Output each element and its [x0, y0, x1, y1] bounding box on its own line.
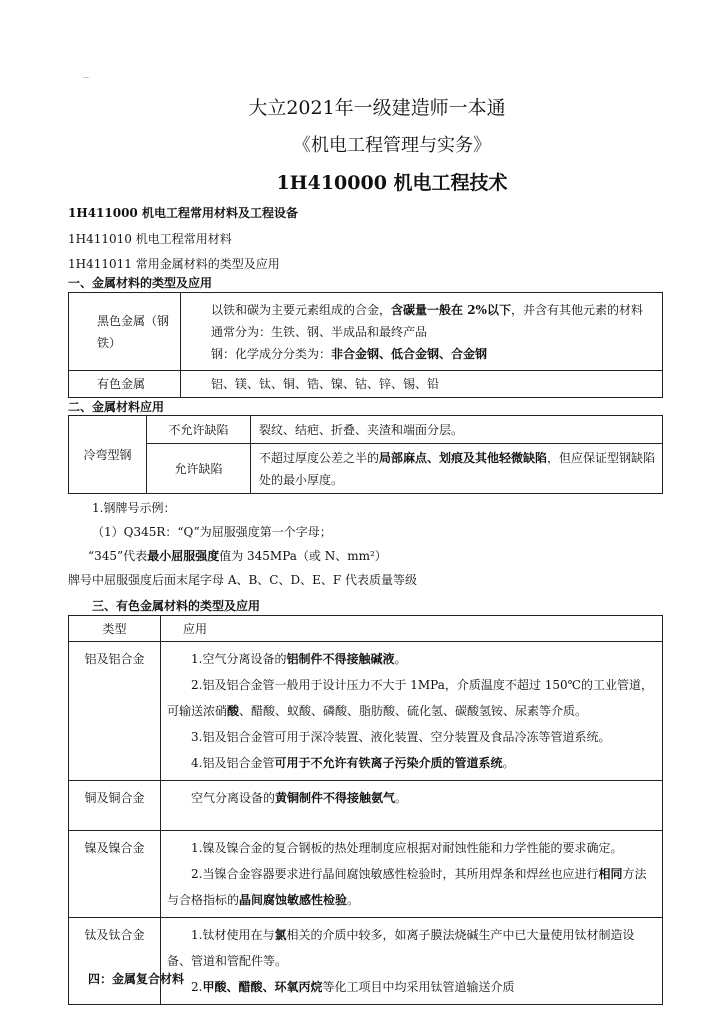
chapter-title: 1H410000 机电工程技术: [276, 172, 508, 194]
disallowed-defects-value: 裂纹、结疤、折叠、夹渣和端面分层。: [251, 416, 663, 444]
nickel-type: 镍及镍合金: [69, 831, 161, 918]
ferrous-description: 以铁和碳为主要元素组成的合金，含碳量一般在 2%以下，并含有其他元素的材料 通常分为：生铁、钢、半成品和最终产品 钢：化学成分分类为：非合金钢、低合金钢、合金钢: [181, 293, 663, 371]
copper-type: 铜及铜合金: [69, 781, 161, 831]
allowed-defects-label: 允许缺陷: [147, 444, 251, 494]
allowed-defects-value: 不超过厚度公差之半的局部麻点、划痕及其他轻微缺陷，但应保证型钢缺陷处的最小厚度。: [251, 444, 663, 494]
cold-formed-steel-table: [68, 415, 663, 494]
nickel-applications: 1.镍及镍合金的复合钢板的热处理制度应根据对耐蚀性能和力学性能的要求确定。 2.当镍合金容器要求进行晶间腐蚀敏感性检验时，其所用焊条和焊丝也应进行相同方法与合格指标的晶间腐蚀敏感性检验。: [161, 831, 663, 918]
section-heading-1h411011: 1H411011 常用金属材料的类型及应用: [68, 257, 280, 271]
disallowed-defects-label: 不允许缺陷: [147, 416, 251, 444]
subsection-heading-3: 三、有色金属材料的类型及应用: [92, 599, 261, 613]
subsection-heading-4: 四：金属复合材料: [88, 972, 185, 986]
quality-grade-note: 牌号中屈服强度后面末尾字母 A、B、C、D、E、F 代表质量等级: [68, 573, 418, 587]
section-heading-1h411000: 1H411000 机电工程常用材料及工程设备: [68, 206, 298, 220]
yield-strength-note: “345”代表最小屈服强度值为 345MPa（或 N、mm²）: [88, 549, 387, 563]
application-column-header: 应用: [161, 616, 663, 642]
titanium-applications: 1.钛材使用在与氯相关的介质中较多，如离子膜法烧碱生产中已大量使用钛材制造设备、管道和管配件等。 2.甲酸、醋酸、环氧丙烷等化工项目中均采用钛管道输送介质: [161, 918, 663, 1005]
ferrous-label: 黑色金属（钢铁）: [69, 293, 181, 371]
cold-formed-steel-label: 冷弯型钢: [69, 416, 147, 494]
subsection-heading-1: 一、金属材料的类型及应用: [68, 276, 213, 290]
metal-types-table: [68, 292, 663, 398]
subsection-heading-2: 二、金属材料应用: [68, 400, 165, 414]
q345r-note: （1）Q345R：“Q”为屈服强度第一个字母；: [92, 525, 332, 539]
nonferrous-applications-table: [68, 615, 663, 1005]
nonferrous-description: 铝、镁、钛、铜、锆、镍、钴、锌、锡、铅: [181, 371, 663, 398]
type-column-header: 类型: [69, 616, 161, 642]
copper-applications: 空气分离设备的黄铜制件不得接触氨气。: [161, 781, 663, 831]
page-mark: —: [83, 74, 89, 81]
steel-grade-example: 1.钢牌号示例：: [92, 501, 176, 515]
section-heading-1h411010: 1H411010 机电工程常用材料: [68, 232, 232, 246]
subject-title: 《机电工程管理与实务》: [293, 135, 491, 156]
aluminum-type: 铝及铝合金: [69, 642, 161, 781]
document-title: 大立2021年一级建造师一本通: [248, 97, 506, 119]
nonferrous-label: 有色金属: [69, 371, 181, 398]
titanium-type: 钛及钛合金: [69, 918, 161, 1005]
aluminum-applications: 1.空气分离设备的铝制件不得接触碱液。 2.铝及铝合金管一般用于设计压力不大于 1MPa，介质温度不超过 150℃的工业管道，可输送浓硝酸、醋酸、蚁酸、磷酸、脂肪酸、硫化氢、碳酸氢铵、尿素等介质。 3.铝及铝合金管可用于深冷装置、液化装置、空分装置及食品冷冻等管道系统。 4.铝及铝合金管可用于不允许有铁离子污染介质的管道系统。: [161, 642, 663, 781]
